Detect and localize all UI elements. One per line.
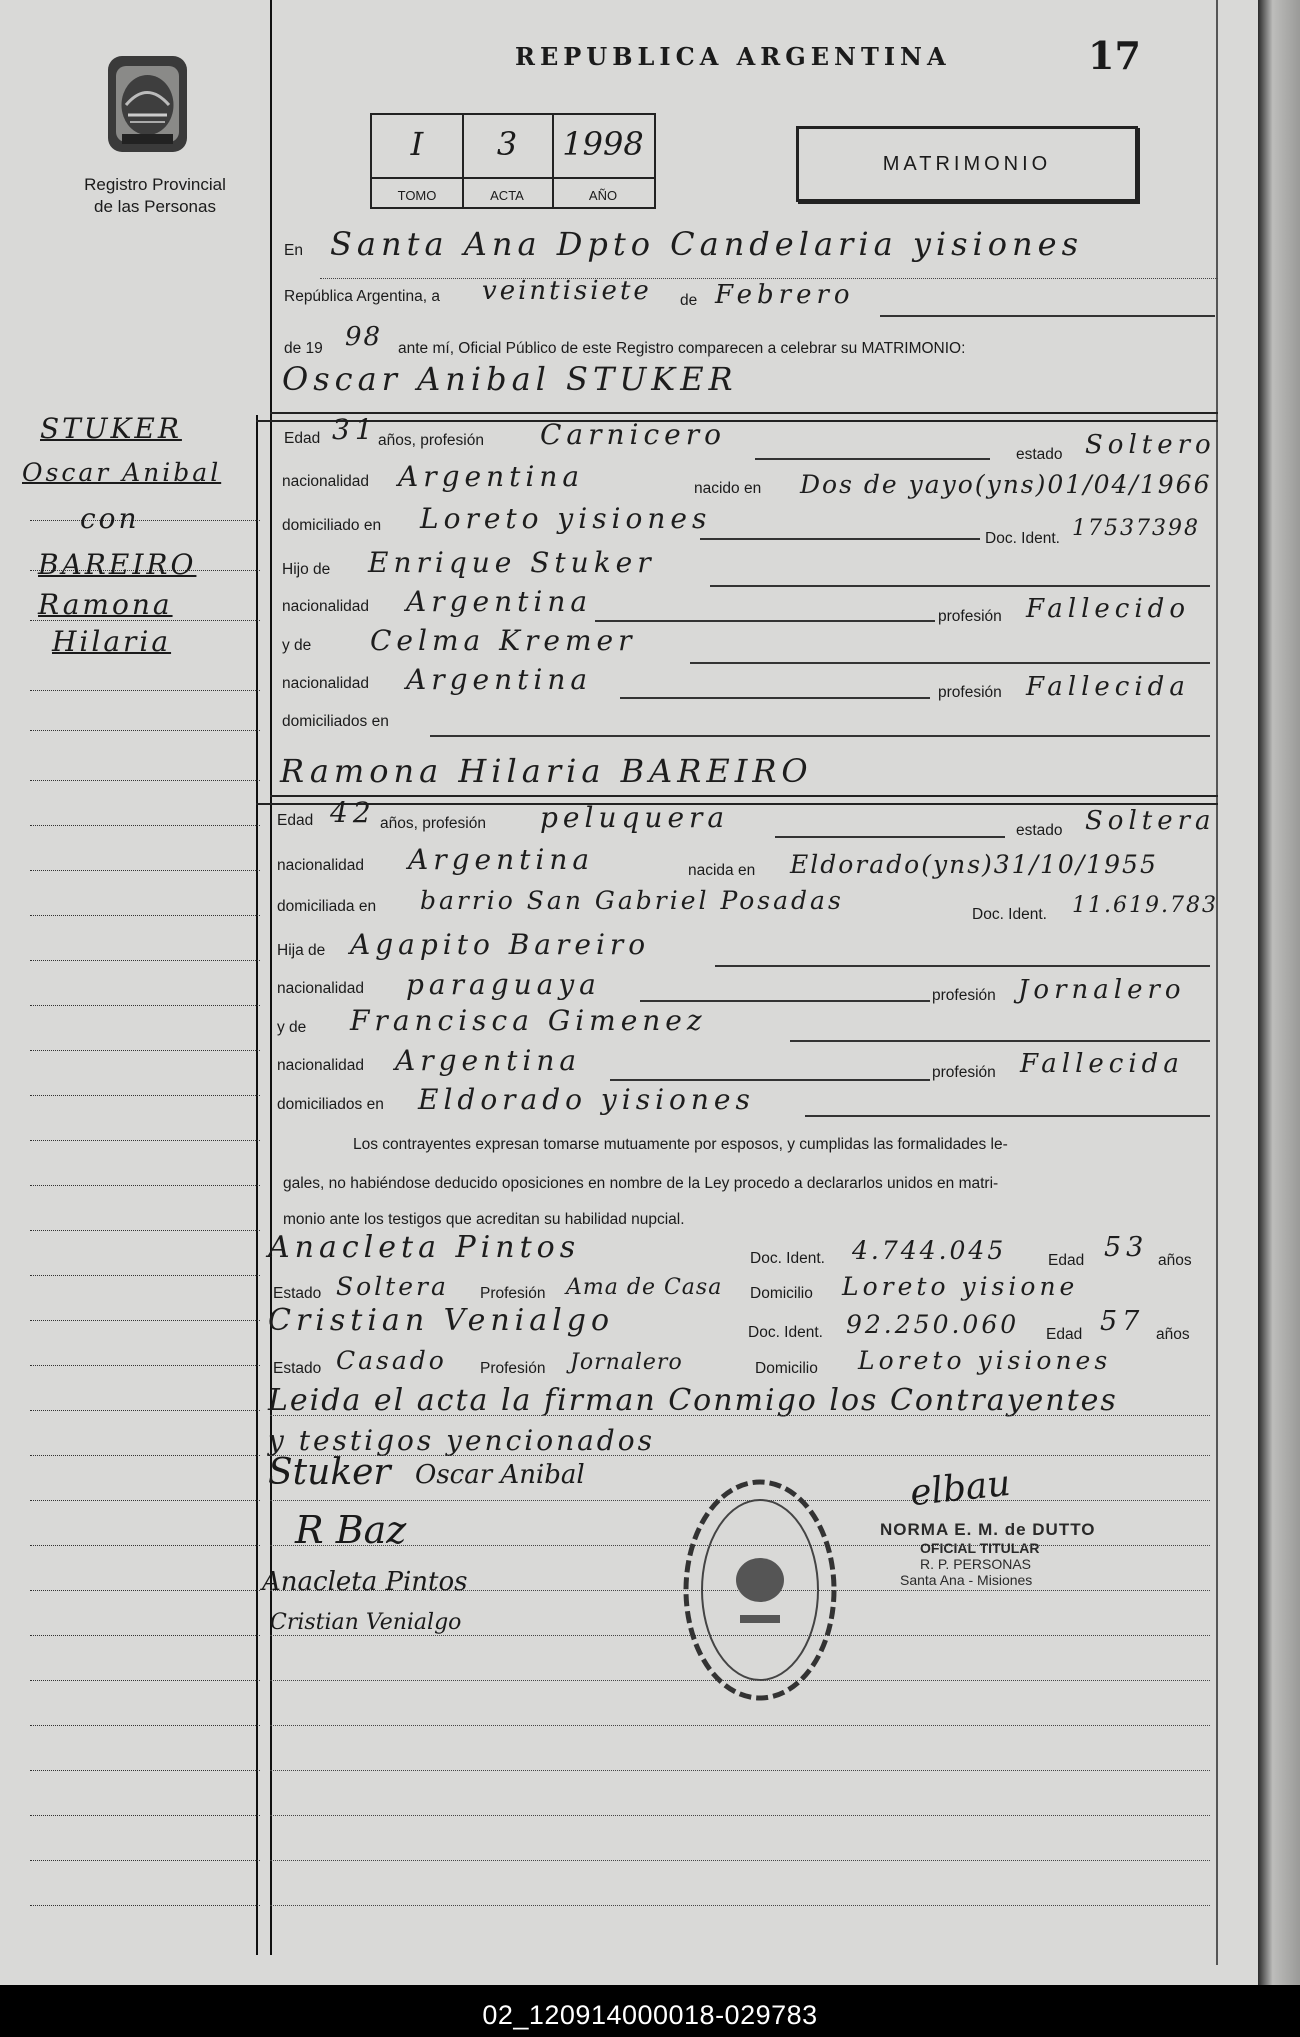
groom-mother-fill bbox=[690, 662, 1210, 664]
margin-line bbox=[30, 1050, 260, 1051]
registry-name bbox=[55, 174, 255, 218]
groom-father-label: Hijo de bbox=[282, 561, 331, 578]
bride-mother-profesion-label: profesión bbox=[932, 1064, 996, 1081]
opening-place: Santa Ana Dpto Candelaria yisiones bbox=[330, 225, 1084, 263]
groom-profession: Carnicero bbox=[540, 418, 726, 451]
groom-doc-number: 17537398 bbox=[1072, 516, 1200, 541]
acta-label: ACTA bbox=[490, 188, 524, 203]
witness2-domicile: Loreto yisiones bbox=[858, 1346, 1112, 1375]
witness1-anos-label: años bbox=[1158, 1252, 1192, 1269]
bride-parents-domicile-label: domiciliados en bbox=[277, 1096, 384, 1113]
margin-line bbox=[30, 780, 260, 781]
groom-mother: Celma Kremer bbox=[370, 624, 637, 657]
groom-father-profession: Fallecido bbox=[1026, 594, 1190, 624]
stamp-office: R. P. PERSONAS bbox=[920, 1556, 1032, 1572]
groom-section-rule bbox=[256, 420, 1218, 422]
margin-line bbox=[30, 1680, 260, 1681]
bride-mother: Francisca Gimenez bbox=[350, 1004, 707, 1037]
margin-line bbox=[30, 1545, 260, 1546]
declaration-line1: Los contrayentes expresan tomarse mutuamente por esposos, y cumplidas las formalidades le- bbox=[353, 1136, 1008, 1153]
closing-line1: Leida el acta la firman Conmigo los Contrayentes bbox=[268, 1383, 1118, 1418]
bride-section-rule bbox=[256, 803, 1218, 805]
body-ruled-line bbox=[270, 1860, 1210, 1861]
record-type-box: MATRIMONIO bbox=[796, 126, 1138, 202]
groom-mother-nationality: Argentina bbox=[406, 663, 593, 696]
groom-father: Enrique Stuker bbox=[368, 546, 656, 579]
margin-line bbox=[30, 1410, 260, 1411]
bride-father: Agapito Bareiro bbox=[350, 928, 651, 961]
margin-line bbox=[30, 690, 260, 691]
witness2-profesion-label: Profesión bbox=[480, 1360, 546, 1377]
groom-domicile: Loreto yisiones bbox=[420, 502, 712, 535]
month-fill-line bbox=[880, 315, 1215, 317]
acta-cell bbox=[462, 115, 554, 207]
bride-mother-fill bbox=[790, 1040, 1210, 1042]
body-ruled-line bbox=[270, 1815, 1210, 1816]
signature-bareiro: R Baz bbox=[295, 1508, 407, 1552]
groom-doc-label: Doc. Ident. bbox=[985, 530, 1060, 547]
margin-line bbox=[30, 1455, 260, 1456]
bride-civil-status: Soltera bbox=[1085, 806, 1216, 836]
groom-father-profesion-label: profesión bbox=[938, 608, 1002, 625]
witness1-doc-number: 4.744.045 bbox=[852, 1236, 1007, 1265]
groom-mother-profesion-label: profesión bbox=[938, 684, 1002, 701]
anio-value: 1998 bbox=[562, 125, 644, 163]
margin-line bbox=[30, 1005, 260, 1006]
witness2-edad-label: Edad bbox=[1046, 1326, 1083, 1343]
witness2-name: Cristian Venialgo bbox=[268, 1303, 615, 1338]
signature-cristian-venialgo: Cristian Venialgo bbox=[270, 1610, 462, 1635]
bride-domicilio-label: domiciliada en bbox=[277, 898, 377, 915]
groom-mother-profession: Fallecida bbox=[1026, 672, 1190, 702]
groom-name-rule bbox=[270, 412, 1218, 414]
bride-name-rule bbox=[270, 795, 1218, 797]
groom-mother-nationality-fill bbox=[620, 697, 930, 699]
tomo-cell bbox=[372, 115, 464, 207]
groom-parents-domicile-label: domiciliados en bbox=[282, 713, 389, 730]
file-id-caption: 02_120914000018-029783 bbox=[482, 2000, 818, 2030]
groom-father-nationality: Argentina bbox=[406, 585, 593, 618]
groom-edad-label: Edad bbox=[284, 430, 321, 447]
witness2-anos-label: años bbox=[1156, 1326, 1190, 1343]
registry-name-line2: de las Personas bbox=[94, 197, 216, 216]
opening-day: veintisiete bbox=[482, 276, 652, 306]
anio-cell bbox=[552, 115, 654, 207]
groom-domicile-fill bbox=[700, 538, 980, 540]
opening-month: Febrero bbox=[715, 280, 855, 310]
margin-line bbox=[30, 1185, 260, 1186]
tomo-value: I bbox=[410, 125, 424, 163]
groom-nacido-label: nacido en bbox=[694, 480, 762, 497]
margin-line bbox=[30, 1770, 260, 1771]
bride-father-label: Hija de bbox=[277, 942, 326, 959]
declaration-line2: gales, no habiéndose deducido oposiciones en nombre de la Ley procedo a declararlos unidos en matri- bbox=[283, 1175, 999, 1192]
margin-line bbox=[30, 1230, 260, 1231]
bride-profession: peluquera bbox=[540, 801, 730, 834]
signature-official: elbau bbox=[908, 1462, 1013, 1515]
body-ruled-line bbox=[270, 1905, 1210, 1906]
witness2-domicilio-label: Domicilio bbox=[755, 1360, 818, 1377]
bride-age: 42 bbox=[330, 796, 376, 829]
margin-groom-given: Oscar Anibal bbox=[22, 458, 222, 487]
witness2-civil-status: Casado bbox=[336, 1346, 447, 1375]
declaration-line3: monio ante los testigos que acreditan su habilidad nupcial. bbox=[283, 1211, 685, 1228]
bride-nacionalidad-label: nacionalidad bbox=[277, 857, 365, 874]
bride-parents-domicile-fill bbox=[805, 1115, 1210, 1117]
margin-line bbox=[30, 1725, 260, 1726]
margin-line bbox=[30, 870, 260, 871]
margin-line bbox=[30, 730, 260, 731]
margin-bride-surname: BAREIRO bbox=[38, 548, 197, 581]
margin-line bbox=[30, 915, 260, 916]
margin-line bbox=[30, 1140, 260, 1141]
groom-anos-profesion-label: años, profesión bbox=[378, 432, 484, 449]
groom-father-nationality-fill bbox=[595, 620, 935, 622]
witness1-profesion-label: Profesión bbox=[480, 1285, 546, 1302]
opening-statement: ante mí, Oficial Público de este Registro comparecen a celebrar su MATRIMONIO: bbox=[398, 340, 966, 357]
groom-age: 31 bbox=[332, 413, 378, 446]
body-ruled-line bbox=[270, 1415, 1210, 1416]
anio-label: AÑO bbox=[588, 188, 618, 203]
bride-father-fill bbox=[715, 965, 1210, 967]
registry-seal-stamp bbox=[680, 1475, 840, 1705]
margin-line bbox=[30, 1815, 260, 1816]
page-number: 17 bbox=[1088, 33, 1141, 78]
stamp-name: NORMA E. M. de DUTTO bbox=[880, 1520, 1096, 1539]
province-seal-logo bbox=[100, 50, 195, 160]
bride-doc-label: Doc. Ident. bbox=[972, 906, 1047, 923]
official-stamp bbox=[880, 1520, 1110, 1588]
margin-line bbox=[30, 1275, 260, 1276]
margin-line bbox=[30, 1365, 260, 1366]
margin-line bbox=[30, 1905, 260, 1906]
place-underline bbox=[320, 278, 1218, 279]
bride-mother-nacionalidad-label: nacionalidad bbox=[277, 1057, 365, 1074]
en-label: En bbox=[284, 242, 303, 259]
margin-bride-given1: Ramona bbox=[38, 588, 173, 621]
witness2-profession: Jornalero bbox=[570, 1350, 683, 1375]
groom-birthplace-date: Dos de yayo(yns)01/04/1966 bbox=[800, 470, 1212, 499]
margin-line bbox=[30, 825, 260, 826]
bride-father-profesion-label: profesión bbox=[932, 987, 996, 1004]
margin-line bbox=[30, 1320, 260, 1321]
groom-parents-domicile-fill bbox=[430, 735, 1210, 737]
margin-line bbox=[30, 1095, 260, 1096]
bride-mother-label: y de bbox=[277, 1019, 307, 1036]
bride-father-nationality-fill bbox=[640, 1000, 930, 1002]
witness1-domicile: Loreto yisione bbox=[842, 1272, 1079, 1301]
margin-line bbox=[30, 520, 260, 521]
tomo-label: TOMO bbox=[397, 188, 437, 203]
signature-anacleta-pintos: Anacleta Pintos bbox=[262, 1567, 468, 1597]
witness2-doc-label: Doc. Ident. bbox=[748, 1324, 823, 1341]
groom-mother-nacionalidad-label: nacionalidad bbox=[282, 675, 370, 692]
stamp-title: OFICIAL TITULAR bbox=[920, 1540, 1040, 1556]
bride-nationality: Argentina bbox=[408, 843, 595, 876]
witness1-civil-status: Soltera bbox=[336, 1272, 449, 1301]
witness1-domicilio-label: Domicilio bbox=[750, 1285, 813, 1302]
bride-father-nacionalidad-label: nacionalidad bbox=[277, 980, 365, 997]
groom-father-nacionalidad-label: nacionalidad bbox=[282, 598, 370, 615]
groom-domicilio-label: domiciliado en bbox=[282, 517, 382, 534]
margin-line bbox=[30, 1635, 260, 1636]
bride-mother-nationality: Argentina bbox=[395, 1044, 582, 1077]
witness1-doc-label: Doc. Ident. bbox=[750, 1250, 825, 1267]
right-body-rule bbox=[1216, 0, 1218, 1965]
bride-parents-domicile: Eldorado yisiones bbox=[418, 1083, 755, 1116]
witness1-name: Anacleta Pintos bbox=[268, 1230, 581, 1265]
bride-profession-fill bbox=[775, 836, 1005, 838]
acta-value: 3 bbox=[496, 125, 518, 163]
bride-birthplace-date: Eldorado(yns)31/10/1955 bbox=[790, 850, 1158, 879]
margin-connector: con bbox=[80, 502, 140, 535]
groom-civil-status: Soltero bbox=[1085, 430, 1216, 460]
bride-father-nationality: paraguaya bbox=[406, 968, 601, 1001]
witness2-doc-number: 92.250.060 bbox=[846, 1310, 1020, 1339]
body-ruled-line bbox=[270, 1725, 1210, 1726]
groom-father-fill bbox=[710, 585, 1210, 587]
bride-full-name: Ramona Hilaria BAREIRO bbox=[280, 752, 813, 790]
signature-oscar-anibal: Oscar Anibal bbox=[415, 1460, 585, 1490]
witness2-age: 57 bbox=[1100, 1306, 1145, 1337]
margin-bride-given2: Hilaria bbox=[52, 625, 172, 658]
stamp-location: Santa Ana - Misiones bbox=[900, 1572, 1033, 1588]
page-title: REPUBLICA ARGENTINA bbox=[515, 42, 951, 71]
bride-edad-label: Edad bbox=[277, 812, 314, 829]
witness1-profession: Ama de Casa bbox=[566, 1275, 723, 1300]
registry-name-line1: Registro Provincial bbox=[84, 175, 226, 194]
bride-anos-profesion-label: años, profesión bbox=[380, 815, 486, 832]
witness1-estado-label: Estado bbox=[273, 1285, 322, 1302]
body-ruled-line bbox=[270, 1770, 1210, 1771]
year-suffix: 98 bbox=[345, 322, 383, 352]
bride-mother-profession: Fallecida bbox=[1020, 1049, 1184, 1079]
page-edge-shadow bbox=[1258, 0, 1300, 1985]
bride-nacida-label: nacida en bbox=[688, 862, 756, 879]
margin-line bbox=[30, 960, 260, 961]
margin-line bbox=[30, 1860, 260, 1861]
record-number-box bbox=[370, 113, 656, 209]
witness1-age: 53 bbox=[1104, 1232, 1149, 1263]
margin-groom-surname: STUKER bbox=[40, 412, 182, 445]
groom-profession-fill bbox=[755, 458, 990, 460]
witness1-edad-label: Edad bbox=[1048, 1252, 1085, 1269]
groom-mother-label: y de bbox=[282, 637, 312, 654]
bride-doc-number: 11.619.783 bbox=[1072, 893, 1218, 918]
bride-father-profession: Jornalero bbox=[1018, 975, 1186, 1005]
bride-domicile: barrio San Gabriel Posadas bbox=[420, 886, 844, 915]
groom-nationality: Argentina bbox=[398, 460, 585, 493]
groom-full-name: Oscar Anibal STUKER bbox=[282, 360, 738, 398]
year-prefix: de 19 bbox=[284, 340, 323, 357]
closing-line2: y testigos yencionados bbox=[268, 1424, 655, 1457]
witness2-estado-label: Estado bbox=[273, 1360, 322, 1377]
de-label: de bbox=[680, 292, 698, 309]
margin-line bbox=[30, 1590, 260, 1591]
bride-estado-label: estado bbox=[1016, 822, 1063, 839]
groom-nacionalidad-label: nacionalidad bbox=[282, 473, 370, 490]
body-ruled-line bbox=[270, 1455, 1210, 1456]
groom-estado-label: estado bbox=[1016, 446, 1063, 463]
signature-stuker: Stuker bbox=[268, 1452, 391, 1493]
republica-label: República Argentina, a bbox=[284, 288, 440, 305]
bride-mother-nationality-fill bbox=[610, 1079, 930, 1081]
left-margin-rule bbox=[270, 0, 272, 1955]
margin-line bbox=[30, 1500, 260, 1501]
